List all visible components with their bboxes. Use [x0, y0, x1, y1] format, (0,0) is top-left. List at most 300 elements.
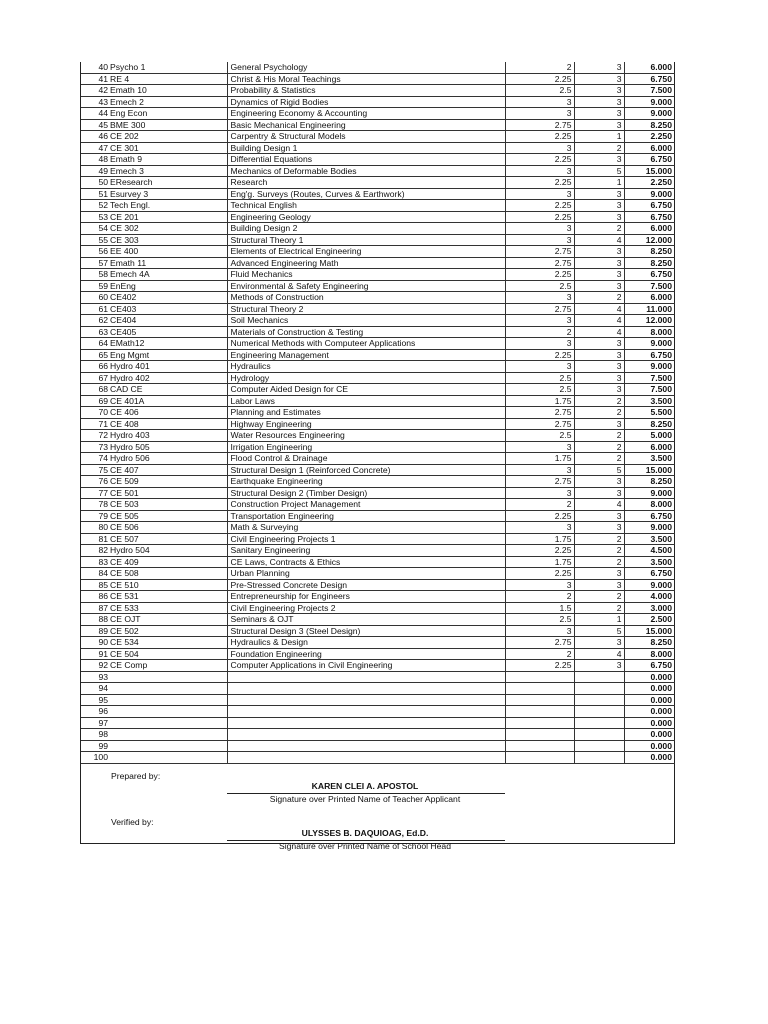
- units-cell: [574, 683, 624, 695]
- course-code: [109, 717, 227, 729]
- grade-cell: 3: [505, 441, 574, 453]
- course-title: Structural Theory 2: [227, 303, 505, 315]
- weighted-points-cell: 6.000: [624, 62, 675, 73]
- row-number: 40: [81, 62, 109, 73]
- course-title: [227, 717, 505, 729]
- verified-by-caption: Signature over Printed Name of School Head: [279, 840, 451, 851]
- units-cell: 4: [574, 303, 624, 315]
- table-row: [81, 579, 675, 591]
- row-number: 76: [81, 476, 109, 488]
- course-code: EResearch: [109, 177, 227, 189]
- row-number: 86: [81, 591, 109, 603]
- units-cell: 2: [574, 533, 624, 545]
- grade-cell: 3: [505, 361, 574, 373]
- grade-cell: 3: [505, 142, 574, 154]
- course-title: Technical English: [227, 200, 505, 212]
- course-code: Emech 4A: [109, 269, 227, 281]
- grade-cell: 2.75: [505, 476, 574, 488]
- row-number: 92: [81, 660, 109, 672]
- grade-cell: 3: [505, 234, 574, 246]
- grade-cell: 3: [505, 625, 574, 637]
- weighted-points-cell: 4.500: [624, 545, 675, 557]
- row-number: 59: [81, 280, 109, 292]
- table-row: [81, 211, 675, 223]
- grade-cell: [505, 706, 574, 718]
- units-cell: 3: [574, 579, 624, 591]
- row-number: 42: [81, 85, 109, 97]
- table-row: [81, 752, 675, 764]
- table-row: [81, 154, 675, 166]
- units-cell: 3: [574, 338, 624, 350]
- table-row: [81, 280, 675, 292]
- course-title: Structural Theory 1: [227, 234, 505, 246]
- grade-cell: 2.5: [505, 430, 574, 442]
- units-cell: 2: [574, 556, 624, 568]
- grade-cell: 3: [505, 522, 574, 534]
- course-title: Fluid Mechanics: [227, 269, 505, 281]
- table-row: [81, 464, 675, 476]
- units-cell: [574, 694, 624, 706]
- table-row: [81, 395, 675, 407]
- grade-cell: 2.5: [505, 85, 574, 97]
- row-number: 78: [81, 499, 109, 511]
- table-row: [81, 62, 675, 73]
- course-title: Planning and Estimates: [227, 407, 505, 419]
- course-code: Emath 9: [109, 154, 227, 166]
- course-code: EE 400: [109, 246, 227, 258]
- weighted-points-cell: 2.500: [624, 614, 675, 626]
- units-cell: 1: [574, 131, 624, 143]
- course-title: [227, 729, 505, 741]
- row-number: 100: [81, 752, 109, 764]
- table-row: [81, 234, 675, 246]
- units-cell: 4: [574, 499, 624, 511]
- units-cell: 5: [574, 165, 624, 177]
- course-code: EnEng: [109, 280, 227, 292]
- row-number: 89: [81, 625, 109, 637]
- row-number: 50: [81, 177, 109, 189]
- row-number: 95: [81, 694, 109, 706]
- row-number: 53: [81, 211, 109, 223]
- weighted-points-cell: 3.500: [624, 453, 675, 465]
- course-title: Structural Design 3 (Steel Design): [227, 625, 505, 637]
- weighted-points-cell: 0.000: [624, 740, 675, 752]
- grade-cell: [505, 717, 574, 729]
- weighted-points-cell: 8.250: [624, 637, 675, 649]
- course-code: CE 501: [109, 487, 227, 499]
- grade-cell: 2.25: [505, 660, 574, 672]
- course-code: CE OJT: [109, 614, 227, 626]
- table-row: [81, 257, 675, 269]
- grade-cell: 1.75: [505, 395, 574, 407]
- grade-cell: 2.25: [505, 545, 574, 557]
- row-number: 88: [81, 614, 109, 626]
- table-row: [81, 660, 675, 672]
- weighted-points-cell: 7.500: [624, 85, 675, 97]
- weighted-points-cell: 6.000: [624, 142, 675, 154]
- row-number: 61: [81, 303, 109, 315]
- course-title: General Psychology: [227, 62, 505, 73]
- weighted-points-cell: 8.250: [624, 418, 675, 430]
- units-cell: 5: [574, 464, 624, 476]
- units-cell: [574, 752, 624, 764]
- course-title: Hydrology: [227, 372, 505, 384]
- grade-cell: [505, 671, 574, 683]
- course-code: Hydro 505: [109, 441, 227, 453]
- table-row: [81, 602, 675, 614]
- row-number: 73: [81, 441, 109, 453]
- grade-cell: [505, 740, 574, 752]
- course-code: RE 4: [109, 73, 227, 85]
- units-cell: 3: [574, 280, 624, 292]
- row-number: 72: [81, 430, 109, 442]
- row-number: 77: [81, 487, 109, 499]
- units-cell: 3: [574, 62, 624, 73]
- course-code: CE 401A: [109, 395, 227, 407]
- row-number: 45: [81, 119, 109, 131]
- units-cell: 3: [574, 188, 624, 200]
- units-cell: 2: [574, 453, 624, 465]
- grade-cell: 2.25: [505, 510, 574, 522]
- course-title: Construction Project Management: [227, 499, 505, 511]
- weighted-points-cell: 0.000: [624, 694, 675, 706]
- course-title: [227, 694, 505, 706]
- course-code: CE 534: [109, 637, 227, 649]
- row-number: 81: [81, 533, 109, 545]
- grade-cell: 3: [505, 338, 574, 350]
- course-title: Irrigation Engineering: [227, 441, 505, 453]
- row-number: 69: [81, 395, 109, 407]
- course-code: CAD CE: [109, 384, 227, 396]
- grade-cell: 2.75: [505, 303, 574, 315]
- signature-footer: [81, 764, 674, 858]
- weighted-points-cell: 9.000: [624, 487, 675, 499]
- units-cell: 2: [574, 395, 624, 407]
- verified-by-label: Verified by:: [111, 816, 154, 827]
- course-code: CE 303: [109, 234, 227, 246]
- course-code: Hydro 401: [109, 361, 227, 373]
- weighted-points-cell: 8.000: [624, 499, 675, 511]
- grade-cell: 2.5: [505, 384, 574, 396]
- units-cell: 3: [574, 211, 624, 223]
- units-cell: 2: [574, 591, 624, 603]
- course-code: [109, 729, 227, 741]
- row-number: 98: [81, 729, 109, 741]
- table-row: [81, 729, 675, 741]
- row-number: 65: [81, 349, 109, 361]
- units-cell: 3: [574, 269, 624, 281]
- table-row: [81, 706, 675, 718]
- table-row: [81, 177, 675, 189]
- course-code: CE 502: [109, 625, 227, 637]
- row-number: 83: [81, 556, 109, 568]
- table-row: [81, 522, 675, 534]
- grade-cell: 2: [505, 326, 574, 338]
- course-title: Hydraulics & Design: [227, 637, 505, 649]
- prepared-by-caption: Signature over Printed Name of Teacher Applicant: [269, 793, 461, 804]
- table-row: [81, 338, 675, 350]
- units-cell: [574, 671, 624, 683]
- course-title: Methods of Construction: [227, 292, 505, 304]
- prepared-by-name: KAREN CLEI A. APOSTOL: [311, 780, 419, 791]
- table-row: [81, 637, 675, 649]
- weighted-points-cell: 12.000: [624, 234, 675, 246]
- course-code: Hydro 506: [109, 453, 227, 465]
- row-number: 51: [81, 188, 109, 200]
- course-code: Esurvey 3: [109, 188, 227, 200]
- weighted-points-cell: 8.250: [624, 119, 675, 131]
- units-cell: 2: [574, 292, 624, 304]
- grade-cell: 3: [505, 223, 574, 235]
- row-number: 43: [81, 96, 109, 108]
- grade-cell: 2.25: [505, 131, 574, 143]
- course-title: Sanitary Engineering: [227, 545, 505, 557]
- grade-cell: 2.25: [505, 200, 574, 212]
- units-cell: 4: [574, 648, 624, 660]
- course-code: [109, 706, 227, 718]
- units-cell: 2: [574, 545, 624, 557]
- table-row: [81, 73, 675, 85]
- course-code: CE 533: [109, 602, 227, 614]
- course-code: CE 509: [109, 476, 227, 488]
- grade-cell: 2.25: [505, 349, 574, 361]
- course-title: Hydraulics: [227, 361, 505, 373]
- units-cell: 3: [574, 200, 624, 212]
- row-number: 56: [81, 246, 109, 258]
- weighted-points-cell: 8.000: [624, 648, 675, 660]
- row-number: 55: [81, 234, 109, 246]
- units-cell: 3: [574, 85, 624, 97]
- grade-cell: 2.25: [505, 154, 574, 166]
- units-cell: 4: [574, 234, 624, 246]
- row-number: 44: [81, 108, 109, 120]
- units-cell: 3: [574, 637, 624, 649]
- units-cell: 3: [574, 119, 624, 131]
- course-title: Building Design 1: [227, 142, 505, 154]
- course-title: Differential Equations: [227, 154, 505, 166]
- table-row: [81, 361, 675, 373]
- course-code: Eng Mgmt: [109, 349, 227, 361]
- table-row: [81, 614, 675, 626]
- weighted-points-cell: 2.250: [624, 177, 675, 189]
- grade-cell: 2.75: [505, 637, 574, 649]
- weighted-points-cell: 6.750: [624, 660, 675, 672]
- units-cell: 3: [574, 96, 624, 108]
- weighted-points-cell: 9.000: [624, 361, 675, 373]
- units-cell: [574, 729, 624, 741]
- course-title: Engineering Geology: [227, 211, 505, 223]
- row-number: 68: [81, 384, 109, 396]
- weighted-points-cell: 0.000: [624, 671, 675, 683]
- verified-by-name: ULYSSES B. DAQUIOAG, Ed.D.: [301, 827, 429, 838]
- course-code: Emath 10: [109, 85, 227, 97]
- grade-cell: 2.5: [505, 372, 574, 384]
- course-title: Research: [227, 177, 505, 189]
- grade-cell: 3: [505, 464, 574, 476]
- weighted-points-cell: 9.000: [624, 579, 675, 591]
- course-title: [227, 683, 505, 695]
- weighted-points-cell: 6.750: [624, 568, 675, 580]
- grade-cell: 2.75: [505, 257, 574, 269]
- course-code: CE 507: [109, 533, 227, 545]
- grade-cell: 1.5: [505, 602, 574, 614]
- weighted-points-cell: 6.000: [624, 292, 675, 304]
- row-number: 66: [81, 361, 109, 373]
- course-title: Engineering Management: [227, 349, 505, 361]
- units-cell: 4: [574, 326, 624, 338]
- weighted-points-cell: 9.000: [624, 96, 675, 108]
- course-title: Structural Design 1 (Reinforced Concrete): [227, 464, 505, 476]
- row-number: 85: [81, 579, 109, 591]
- grade-cell: [505, 729, 574, 741]
- weighted-points-cell: 0.000: [624, 717, 675, 729]
- course-code: CE 406: [109, 407, 227, 419]
- row-number: 70: [81, 407, 109, 419]
- grade-cell: 1.75: [505, 453, 574, 465]
- units-cell: 3: [574, 372, 624, 384]
- units-cell: 3: [574, 154, 624, 166]
- row-number: 49: [81, 165, 109, 177]
- row-number: 74: [81, 453, 109, 465]
- weighted-points-cell: 9.000: [624, 338, 675, 350]
- grade-cell: 2.25: [505, 177, 574, 189]
- units-cell: 4: [574, 315, 624, 327]
- grade-cell: 3: [505, 165, 574, 177]
- weighted-points-cell: 6.750: [624, 349, 675, 361]
- row-number: 99: [81, 740, 109, 752]
- row-number: 67: [81, 372, 109, 384]
- row-number: 63: [81, 326, 109, 338]
- units-cell: 3: [574, 246, 624, 258]
- grade-cell: [505, 694, 574, 706]
- units-cell: 3: [574, 660, 624, 672]
- table-row: [81, 108, 675, 120]
- row-number: 48: [81, 154, 109, 166]
- table-row: [81, 85, 675, 97]
- weighted-points-cell: 9.000: [624, 188, 675, 200]
- weighted-points-cell: 12.000: [624, 315, 675, 327]
- row-number: 84: [81, 568, 109, 580]
- row-number: 71: [81, 418, 109, 430]
- grade-cell: 2.5: [505, 280, 574, 292]
- units-cell: 2: [574, 407, 624, 419]
- course-title: [227, 740, 505, 752]
- row-number: 46: [81, 131, 109, 143]
- units-cell: 3: [574, 349, 624, 361]
- row-number: 94: [81, 683, 109, 695]
- table-row: [81, 303, 675, 315]
- weighted-points-cell: 6.000: [624, 223, 675, 235]
- table-row: [81, 717, 675, 729]
- course-code: Eng Econ: [109, 108, 227, 120]
- table-row: [81, 683, 675, 695]
- course-title: Computer Aided Design for CE: [227, 384, 505, 396]
- row-number: 75: [81, 464, 109, 476]
- course-title: Dynamics of Rigid Bodies: [227, 96, 505, 108]
- course-code: CE 510: [109, 579, 227, 591]
- course-title: Transportation Engineering: [227, 510, 505, 522]
- course-code: [109, 671, 227, 683]
- grade-cell: 3: [505, 188, 574, 200]
- course-code: CE 531: [109, 591, 227, 603]
- row-number: 90: [81, 637, 109, 649]
- units-cell: 3: [574, 510, 624, 522]
- course-code: Hydro 402: [109, 372, 227, 384]
- course-title: Computer Applications in Civil Engineering: [227, 660, 505, 672]
- table-row: [81, 269, 675, 281]
- weighted-points-cell: 15.000: [624, 625, 675, 637]
- course-code: CE Comp: [109, 660, 227, 672]
- table-row: [81, 545, 675, 557]
- grade-cell: 2.25: [505, 73, 574, 85]
- course-title: Urban Planning: [227, 568, 505, 580]
- table-row: [81, 372, 675, 384]
- row-number: 47: [81, 142, 109, 154]
- course-title: Probability & Statistics: [227, 85, 505, 97]
- grade-cell: 2: [505, 499, 574, 511]
- units-cell: [574, 740, 624, 752]
- weighted-points-cell: 9.000: [624, 108, 675, 120]
- row-number: 60: [81, 292, 109, 304]
- course-code: CE 504: [109, 648, 227, 660]
- course-code: CE 301: [109, 142, 227, 154]
- table-row: [81, 430, 675, 442]
- weighted-points-cell: 5.500: [624, 407, 675, 419]
- row-number: 82: [81, 545, 109, 557]
- weighted-points-cell: 0.000: [624, 683, 675, 695]
- grade-cell: 2.75: [505, 418, 574, 430]
- table-row: [81, 223, 675, 235]
- course-title: Numerical Methods with Computeer Applications: [227, 338, 505, 350]
- table-row: [81, 476, 675, 488]
- table-row: [81, 119, 675, 131]
- course-code: [109, 694, 227, 706]
- weighted-points-cell: 3.000: [624, 602, 675, 614]
- row-number: 97: [81, 717, 109, 729]
- weighted-points-cell: 7.500: [624, 280, 675, 292]
- course-code: Emech 2: [109, 96, 227, 108]
- course-code: CE404: [109, 315, 227, 327]
- grade-cell: 1.75: [505, 533, 574, 545]
- weighted-points-cell: 0.000: [624, 752, 675, 764]
- units-cell: 3: [574, 384, 624, 396]
- grade-cell: 2: [505, 591, 574, 603]
- course-code: CE 408: [109, 418, 227, 430]
- grade-cell: 2.25: [505, 269, 574, 281]
- row-number: 80: [81, 522, 109, 534]
- table-row: [81, 568, 675, 580]
- course-code: Emath 11: [109, 257, 227, 269]
- units-cell: [574, 717, 624, 729]
- units-cell: 3: [574, 476, 624, 488]
- table-row: [81, 648, 675, 660]
- grade-cell: 2: [505, 62, 574, 73]
- weighted-points-cell: 4.000: [624, 591, 675, 603]
- course-title: Labor Laws: [227, 395, 505, 407]
- table-row: [81, 591, 675, 603]
- grade-cell: 3: [505, 579, 574, 591]
- units-cell: 3: [574, 487, 624, 499]
- grade-cell: 3: [505, 108, 574, 120]
- course-title: Seminars & OJT: [227, 614, 505, 626]
- course-code: Emech 3: [109, 165, 227, 177]
- units-cell: 2: [574, 441, 624, 453]
- course-title: Advanced Engineering Math: [227, 257, 505, 269]
- course-title: Environmental & Safety Engineering: [227, 280, 505, 292]
- weighted-points-cell: 5.000: [624, 430, 675, 442]
- course-title: Civil Engineering Projects 2: [227, 602, 505, 614]
- course-title: Mechanics of Deformable Bodies: [227, 165, 505, 177]
